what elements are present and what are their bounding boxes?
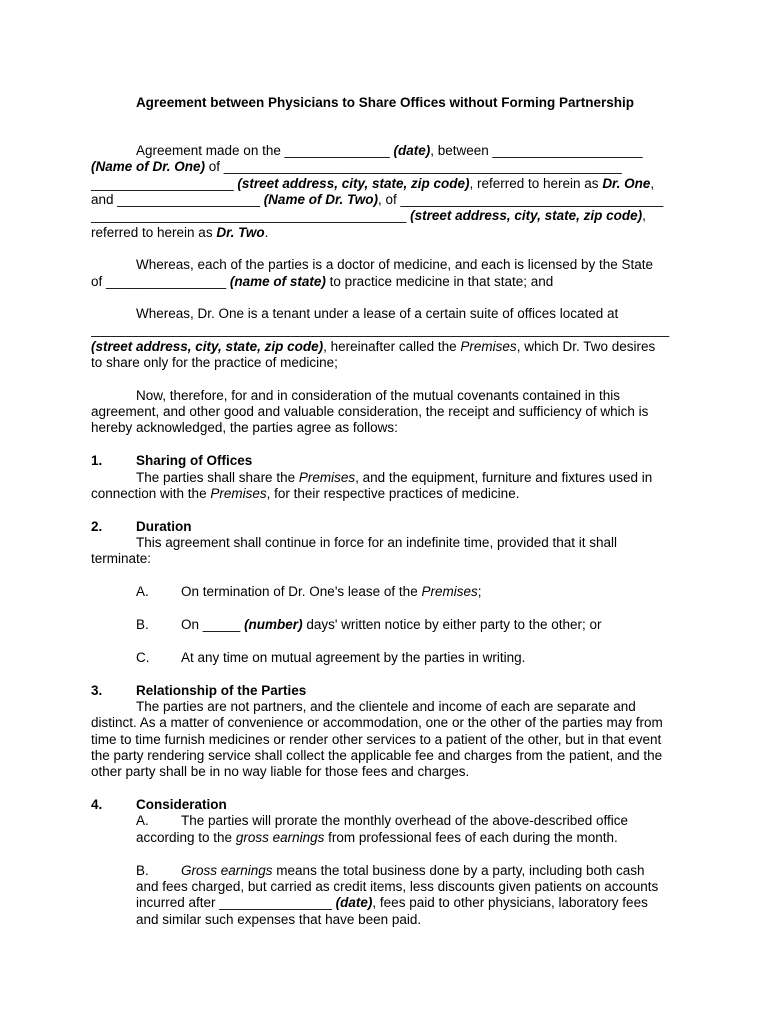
section-heading: Sharing of Offices <box>136 453 253 468</box>
section-heading: Relationship of the Parties <box>136 683 307 698</box>
section-number: 4. <box>91 797 103 812</box>
section-number: 3. <box>91 683 103 698</box>
document-title: Agreement between Physicians to Share Offices without Forming Partnership <box>135 95 635 110</box>
section-heading: Duration <box>136 519 192 534</box>
document-page: Agreement between Physicians to Share Offices without Forming Partnership Agreement made on the ______________ (date), between ____________________ (Name of Dr. One) of _____________________________________________________ ___________________ (street address, city, state, zip code), referred to herein as Dr. One, and ___________________ (Name of Dr. Two), of ___________________________________ __________________________________________ (street address, city, state, zip code), referred to herein as Dr. Two. Whereas, each of the parties is a doctor of medicine, and each is licensed by the State of ________________ (name of state) to practice medicine in that state; and Whereas, Dr. One is a tenant under a lease of a certain suite of offices located at _____________________________________________________________________________ (street address, city, state, zip code), hereinafter called the Premises, which Dr. Two desires to share only for the practice of medicine; Now, therefore, for and in consideration of the mutual covenants contained in this agreement, and other good and valuable consideration, the receipt and sufficiency of which is hereby acknowledged, the parties agree as follows: 1. Sharing of Offices The parties shall share the Premises, and the equipment, furniture and fixtures used in connection with the Premises, for their respective practices of medicine. 2. Duration This agreement shall continue in force for an indefinite time, provided that it shall terminate: A. On termination of Dr. One's lease of the Premises; B. On _____ (number) days' written notice by either party to the other; or C. At any time on mutual agreement by the parties in writing. 3. Relationship of the Parties The parties are not partners, and the clientele and income of each are separate and distinct. As a matter of convenience or accommodation, one or the other of the parties may from time to time furnish medicines or render other services to a patient of the other, but in that event the party rendering service shall collect the applicable fee and charges from the patient, and the other party shall be in no way liable for those fees and charges. 4. Consideration A. The parties will prorate the monthly overhead of the above-described office according to the gross earnings from professional fees of each during the month. B. Gross earnings means the total business done by a party, including both cash and fees charged, but carried as credit items, less discounts given patients on accounts incurred after _______________ (date), fees paid to other physicians, laboratory fees and similar such expenses that have been paid. <box>0 0 770 1024</box>
section-number: 2. <box>91 519 103 534</box>
section-number: 1. <box>91 453 103 468</box>
section-heading: Consideration <box>136 797 227 812</box>
